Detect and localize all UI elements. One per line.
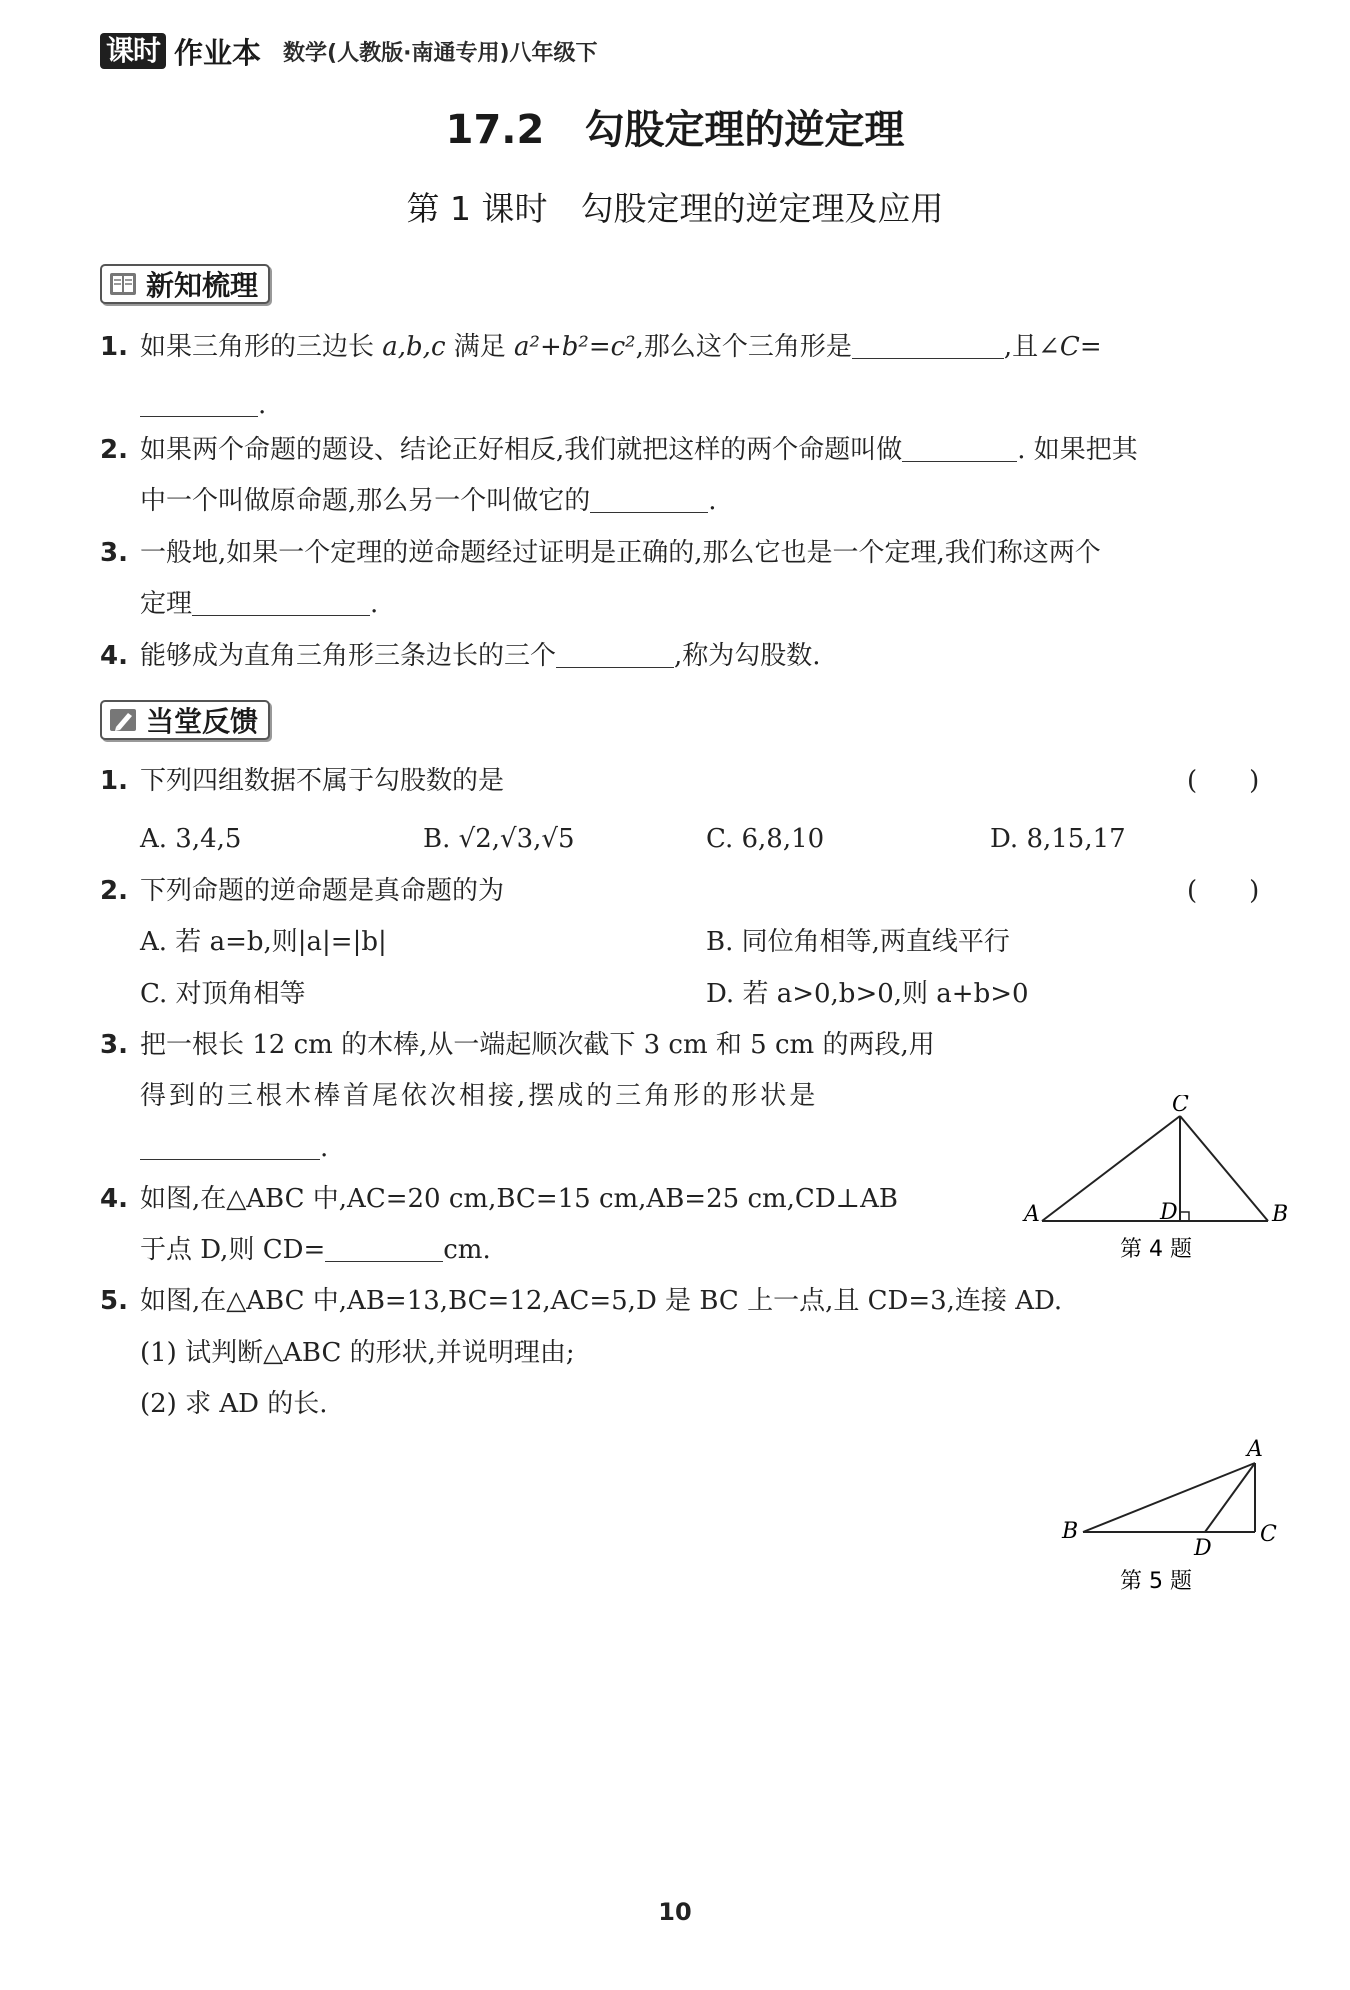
p2-q2-option-b[interactable]: B. 同位角相等,两直线平行 — [706, 927, 1010, 957]
segment-bc — [1180, 1116, 1268, 1221]
p1-q2-line2 — [140, 484, 717, 518]
p1-q2-line1 — [100, 433, 1138, 467]
answer-blank[interactable] — [140, 1135, 320, 1160]
badge-classroom-feedback — [100, 700, 270, 740]
p2-q5-sub1: (1) 试判断△ABC 的形状,并说明理由; — [140, 1338, 575, 1368]
p1-q1-line1 — [100, 330, 1102, 364]
p2-q2-option-d[interactable]: D. 若 a>0,b>0,则 a+b>0 — [706, 979, 1029, 1009]
text: 如果两个命题的题设、结论正好相反,我们就把这样的两个命题叫做 — [140, 435, 903, 465]
p2-q3-line3 — [140, 1131, 328, 1165]
p2-q3-line2: 得到的三根木棒首尾依次相接,摆成的三角形的形状是 — [140, 1081, 819, 1111]
text: 能够成为直角三角形三条边长的三个 — [140, 641, 557, 671]
p2-q4-line1 — [100, 1182, 898, 1216]
badge-label: 当堂反馈 — [146, 705, 259, 738]
label-a: A — [1247, 1437, 1263, 1462]
question-number: 2. — [100, 876, 128, 906]
answer-blank[interactable] — [192, 591, 370, 616]
text: 定理 — [140, 589, 193, 619]
text: ,称为勾股数. — [674, 641, 821, 671]
section-title: 17.2 勾股定理的逆定理 — [445, 107, 905, 153]
question-number: 4. — [100, 641, 128, 671]
label-d: D — [1194, 1536, 1212, 1561]
figure-5 — [1050, 1435, 1290, 1610]
p2-q2-option-c[interactable]: C. 对顶角相等 — [140, 979, 306, 1009]
p1-q4-line1 — [100, 639, 821, 673]
text: ,那么这个三角形是 — [635, 332, 852, 362]
badge-new-knowledge — [100, 264, 270, 304]
p2-q1-option-a[interactable]: A. 3,4,5 — [140, 824, 242, 854]
question-number: 3. — [100, 538, 128, 568]
text: 满足 — [445, 332, 515, 362]
question-number: 5. — [100, 1286, 128, 1316]
text: 于点 D,则 CD= — [140, 1235, 326, 1265]
text: 一般地,如果一个定理的逆命题经过证明是正确的,那么它也是一个定理,我们称这两个 — [140, 538, 1101, 568]
text: 如图,在△ABC 中,AC=20 cm,BC=15 cm,AB=25 cm,CD⊥AB — [140, 1184, 898, 1214]
answer-blank[interactable] — [325, 1237, 443, 1262]
question-number: 4. — [100, 1184, 128, 1214]
text: . — [708, 486, 717, 516]
p2-q5-line1 — [100, 1284, 1062, 1318]
text: 下列四组数据不属于勾股数的是 — [140, 766, 505, 796]
header-brand — [100, 33, 598, 69]
answer-blank[interactable] — [902, 437, 1017, 462]
math: a,b,c — [382, 332, 446, 362]
text: 如图,在△ABC 中,AB=13,BC=12,AC=5,D 是 BC 上一点,且 CD=3,连接 AD. — [140, 1286, 1063, 1316]
label-d: D — [1160, 1200, 1178, 1225]
right-angle-mark — [1180, 1212, 1189, 1221]
text: 下列命题的逆命题是真命题的为 — [140, 876, 505, 906]
label-b: B — [1272, 1202, 1289, 1227]
text: 如果三角形的三边长 — [140, 332, 383, 362]
label-c: C — [1172, 1095, 1189, 1117]
answer-blank[interactable] — [556, 643, 674, 668]
pencil-icon — [108, 706, 138, 734]
p2-q3-line1 — [100, 1028, 935, 1062]
text: . 如果把其 — [1017, 435, 1138, 465]
figure-caption: 第 4 题 — [1120, 1237, 1192, 1262]
question-number: 2. — [100, 435, 128, 465]
p1-q1-line2 — [140, 388, 266, 422]
answer-blank[interactable] — [140, 392, 258, 417]
figure-4 — [1020, 1095, 1290, 1270]
p2-q1-option-c[interactable]: C. 6,8,10 — [706, 824, 825, 854]
p2-q4-line2 — [140, 1233, 491, 1267]
text: 中一个叫做原命题,那么另一个叫做它的 — [140, 486, 591, 516]
math: a²+b²=c² — [514, 332, 636, 362]
answer-blank[interactable] — [590, 488, 708, 513]
question-number: 1. — [100, 332, 128, 362]
label-a: A — [1024, 1202, 1040, 1227]
p2-q1-stem — [100, 764, 504, 798]
text: cm. — [443, 1235, 491, 1265]
label-c: C — [1260, 1522, 1277, 1547]
p2-q2-option-a[interactable]: A. 若 a=b,则|a|=|b| — [140, 927, 387, 957]
text: . — [258, 390, 267, 420]
figure-caption: 第 5 题 — [1120, 1569, 1192, 1594]
text: . — [370, 589, 379, 619]
option-letter: B. — [423, 824, 459, 854]
text: . — [320, 1133, 329, 1163]
book-name: 作业本 — [174, 35, 262, 70]
math: √2,√3,√5 — [458, 824, 575, 854]
p1-q3-line1 — [100, 536, 1101, 570]
brand-logo: 课时 — [100, 33, 166, 69]
book-subject: 数学(人教版·南通专用)八年级下 — [283, 40, 598, 66]
p2-q2-stem — [100, 874, 504, 908]
book-icon — [108, 270, 138, 298]
question-number: 3. — [100, 1030, 128, 1060]
badge-label: 新知梳理 — [146, 269, 259, 302]
lesson-title: 第 1 课时 勾股定理的逆定理及应用 — [406, 189, 944, 228]
p2-q1-option-b[interactable] — [423, 822, 575, 856]
page-number: 10 — [658, 1898, 692, 1926]
answer-blank[interactable] — [852, 334, 1004, 359]
p2-q5-sub2: (2) 求 AD 的长. — [140, 1389, 328, 1419]
p1-q3-line2 — [140, 587, 378, 621]
answer-paren[interactable]: ( ) — [1187, 766, 1260, 796]
text: ,且∠ — [1003, 332, 1060, 362]
answer-paren[interactable]: ( ) — [1187, 876, 1260, 906]
p2-q1-option-d[interactable]: D. 8,15,17 — [990, 824, 1126, 854]
question-number: 1. — [100, 766, 128, 796]
text: 把一根长 12 cm 的木棒,从一端起顺次截下 3 cm 和 5 cm 的两段,用 — [140, 1030, 935, 1060]
math: C — [1059, 332, 1080, 362]
text: = — [1079, 332, 1102, 362]
label-b: B — [1062, 1519, 1079, 1544]
